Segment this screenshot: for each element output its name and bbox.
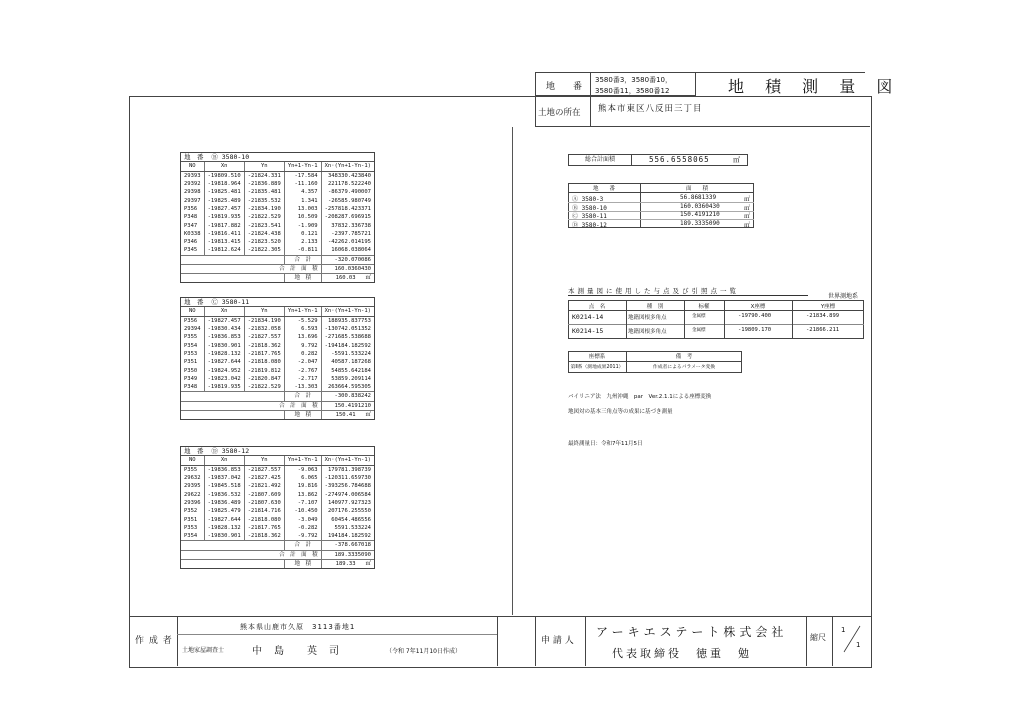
table-cell: P355 [184, 466, 198, 473]
table-cell: 13.696 [284, 333, 321, 341]
table-cell: P354 [184, 342, 198, 349]
table-cell: 60454.486556 [321, 515, 374, 523]
table-cell: 40587.187268 [321, 358, 374, 366]
ref-cell-x: -19809.170 [738, 327, 772, 333]
table-cell: 10.509 [284, 213, 321, 221]
cs-note: 作成者によるパラメータ変換 [652, 365, 716, 370]
author-name: 中 島 英 司 [252, 646, 340, 657]
table-cell: -120311.659730 [321, 474, 374, 482]
table-cell: P354 [184, 533, 198, 540]
table-cell: -21818.362 [244, 532, 284, 541]
table-cell: 29392 [184, 181, 201, 188]
table-cell: -21817.765 [244, 350, 284, 358]
area-header-area: 面 積 [685, 186, 708, 192]
table-cell: -5591.533224 [321, 350, 374, 358]
area-row-lot: Ⓒ 3580-11 [572, 213, 607, 220]
area-row-unit: ㎡ [744, 213, 751, 220]
table-cell: -21832.058 [244, 325, 284, 333]
col-header: Yn [244, 162, 284, 171]
table-cell: -86379.490007 [321, 188, 374, 196]
table-cell: -19828.132 [204, 350, 244, 358]
table-cell: -21819.812 [244, 366, 284, 374]
table-cell: P355 [184, 334, 198, 341]
author-label: 作 成 者 [135, 636, 173, 646]
table-cell: K0338 [184, 230, 201, 237]
area-table-hline [568, 192, 754, 193]
table-cell: 29398 [184, 189, 201, 196]
table-cell: -21834.190 [244, 205, 284, 213]
author-row-divider [177, 634, 497, 635]
table-cell: -19825.479 [204, 507, 244, 515]
total-label: 合 計 面 積 [244, 550, 321, 559]
table-row [181, 325, 374, 333]
table-cell: -3.049 [284, 515, 321, 523]
area-row-value: 189.3335090 [680, 219, 720, 227]
total-label: 合 計 面 積 [244, 401, 321, 410]
reference-system: 世界測地系 [828, 293, 859, 300]
table-cell: -19827.457 [204, 316, 244, 325]
table-cell: -19830.901 [204, 341, 244, 349]
area-unit: ㎡ [365, 275, 371, 282]
table-cell: -393256.784688 [321, 482, 374, 490]
area-row-unit: ㎡ [744, 221, 751, 229]
table-cell: -19827.644 [204, 515, 244, 523]
table-cell: -19818.964 [204, 180, 244, 188]
table-cell: -21807.630 [244, 499, 284, 507]
table-cell: -5.529 [284, 316, 321, 325]
table-row [181, 490, 374, 498]
table-cell: P356 [184, 317, 198, 324]
table-cell: -21827.425 [244, 474, 284, 482]
area-row-unit: ㎡ [744, 204, 751, 212]
table-cell: -21824.438 [244, 230, 284, 238]
total-label: 合 計 面 積 [244, 264, 321, 273]
location-divider [535, 96, 536, 126]
table-cell: -21818.080 [244, 358, 284, 366]
ref-cell-mark: 金属標 [692, 314, 706, 319]
table-cell: 0.121 [284, 230, 321, 238]
table-row [181, 499, 374, 507]
table-cell: -21821.492 [244, 482, 284, 490]
applicant-label-divider [585, 616, 586, 666]
area-value: 150.41 [335, 412, 356, 418]
table-cell: P352 [184, 508, 198, 515]
scale-divider-2 [832, 616, 833, 666]
table-cell: -2.047 [284, 358, 321, 366]
area-row-lot: Ⓐ 3580-3 [572, 196, 604, 203]
scale-denominator: 1 [856, 641, 861, 649]
coord-table-3580-12 [180, 446, 375, 569]
table-cell: -19825.489 [204, 196, 244, 204]
table-cell: 19.816 [284, 482, 321, 490]
sum-value: -320.070086 [321, 255, 374, 264]
applicant-label: 申 請 人 [541, 636, 574, 646]
company-name: アーキエステート株式会社 [596, 625, 788, 639]
table-cell: -19824.952 [204, 366, 244, 374]
table-row [181, 482, 374, 490]
table-cell: 29393 [184, 172, 201, 179]
table-row [181, 196, 374, 204]
col-header: Yn [244, 307, 284, 316]
table-cell: -7.107 [284, 499, 321, 507]
table-cell: -21817.765 [244, 524, 284, 532]
table-row [181, 246, 374, 255]
table-cell: -1.909 [284, 221, 321, 229]
table-cell: -2397.785721 [321, 230, 374, 238]
table-cell: -10.450 [284, 507, 321, 515]
coord-table-3580-10 [180, 152, 375, 283]
ref-cell-y: -21866.211 [806, 327, 840, 333]
table-row [181, 515, 374, 523]
table-cell: -19836.489 [204, 499, 244, 507]
table-cell: 348330.423840 [321, 171, 374, 180]
area-value-cell [321, 410, 374, 419]
table-row [181, 383, 374, 392]
table-row [181, 358, 374, 366]
table-cell: P346 [184, 239, 198, 246]
table-cell: -19819.935 [204, 383, 244, 392]
table-cell: -19828.132 [204, 524, 244, 532]
area-row-value: 160.0360430 [680, 202, 720, 210]
area-row-unit: ㎡ [744, 196, 751, 203]
area-unit: ㎡ [365, 561, 371, 567]
lot-value-cell [590, 72, 696, 96]
drawing-title: 地 積 測 量 図 [728, 77, 901, 96]
location-divider-2 [590, 96, 591, 126]
ref-hline [568, 324, 864, 325]
ref-cell-type: 地籍図根多角点 [628, 329, 667, 335]
table-cell: -21827.557 [244, 465, 284, 474]
table-cell: 37832.336738 [321, 221, 374, 229]
table-cell: -19830.901 [204, 532, 244, 541]
table-cell: -19837.042 [204, 474, 244, 482]
ref-header-type: 種 別 [646, 304, 664, 310]
col-header: Xn·(Yn+1-Yn-1) [321, 307, 374, 316]
table-cell: P356 [184, 205, 198, 212]
sum-value: -378.667018 [321, 541, 374, 550]
area-row-value: 150.4191210 [680, 211, 720, 218]
table-cell: P351 [184, 359, 198, 366]
table-cell: -19827.644 [204, 358, 244, 366]
table-cell: -9.063 [284, 465, 321, 474]
sum-label: 合 計 [284, 392, 321, 401]
table-cell: -21824.331 [244, 171, 284, 180]
cs-header-system: 座標系 [588, 354, 606, 360]
ref-header-y: Y座標 [820, 304, 836, 310]
table-cell: -21807.609 [244, 490, 284, 498]
area-row-lot: Ⓑ 3580-10 [572, 204, 607, 212]
scale-label: 縮尺 [810, 633, 826, 642]
col-header: Yn+1-Yn-1 [284, 307, 321, 316]
location-value: 熊本市東区八反田三丁目 [598, 104, 703, 114]
area-value-cell [321, 559, 374, 568]
table-cell: -21822.305 [244, 246, 284, 255]
table-cell: -21836.889 [244, 180, 284, 188]
table-cell: 29396 [184, 499, 201, 506]
total-value: 189.3335090 [321, 550, 374, 559]
table-row [181, 188, 374, 196]
table-cell: P347 [184, 222, 198, 229]
table-row [181, 238, 374, 246]
table-cell: -21835.532 [244, 196, 284, 204]
table-cell: 29397 [184, 197, 201, 204]
table-row [181, 333, 374, 341]
col-header: NO [181, 162, 204, 171]
lot-label: 地 番 [545, 81, 582, 92]
table-cell: -9.792 [284, 532, 321, 541]
scale-slash [838, 624, 866, 654]
table-row [181, 213, 374, 221]
location-label: 土地の所在 [538, 108, 581, 118]
table-cell: P350 [184, 367, 198, 374]
table-cell: -19845.518 [204, 482, 244, 490]
table-cell: 179781.398739 [321, 465, 374, 474]
table-cell: -21822.529 [244, 213, 284, 221]
table-cell: 5591.533224 [321, 524, 374, 532]
reference-title: 本測量図に使用した与点及び引照点一覧 [568, 286, 808, 296]
table-cell: P345 [184, 247, 198, 254]
table-cell: -2.767 [284, 366, 321, 374]
author-title: 土地家屋調査士 [182, 647, 225, 654]
table-cell: -19813.415 [204, 238, 244, 246]
table-cell: 2.133 [284, 238, 321, 246]
coord-table-3580-11 [180, 297, 375, 420]
table-cell: 29622 [184, 491, 201, 498]
footer-center-split [497, 616, 498, 666]
table-cell: -21818.080 [244, 515, 284, 523]
area-unit: ㎡ [365, 412, 371, 418]
table-cell: -21818.362 [244, 341, 284, 349]
table-row [181, 316, 374, 325]
table-cell: -0.811 [284, 246, 321, 255]
table-cell: -257818.423371 [321, 205, 374, 213]
table-cell: -21834.190 [244, 316, 284, 325]
location-bottom-line [535, 126, 870, 127]
table-cell: -19812.624 [204, 246, 244, 255]
ref-cell-type: 地籍図根多角点 [628, 315, 667, 321]
table-cell: -21823.541 [244, 221, 284, 229]
table-cell: -19830.434 [204, 325, 244, 333]
total-value: 160.0360430 [321, 264, 374, 273]
table-cell: -19836.853 [204, 333, 244, 341]
ref-header-mark: 标權 [698, 304, 710, 310]
cs-system: 第Ⅱ系（測地成果2011） [570, 365, 624, 370]
table-cell: -21827.557 [244, 333, 284, 341]
table-cell: -208287.696915 [321, 213, 374, 221]
table-cell: -21822.529 [244, 383, 284, 392]
table-cell: 4.357 [284, 188, 321, 196]
total-area-unit: ㎡ [733, 156, 740, 164]
cs-header-note: 備 考 [675, 354, 693, 360]
table-row [181, 524, 374, 532]
scale-numerator: 1 [841, 626, 846, 634]
table-row [181, 532, 374, 541]
table-cell: -2.717 [284, 375, 321, 383]
table-row [181, 180, 374, 188]
ref-cell-y: -21834.899 [806, 313, 840, 319]
table-cell: 0.282 [284, 350, 321, 358]
table-title: 地 番 Ⓒ 3580-11 [181, 298, 374, 307]
footer-center-split-2 [535, 616, 536, 666]
ref-header-x: X座標 [750, 304, 766, 310]
table-row [181, 507, 374, 515]
area-label: 地 積 [284, 559, 321, 568]
table-row [181, 465, 374, 474]
area-row-value: 56.8681339 [680, 194, 717, 201]
table-cell: P353 [184, 350, 198, 357]
col-header: Yn+1-Yn-1 [284, 456, 321, 465]
area-value: 160.03 [335, 275, 356, 282]
table-cell: -19836.532 [204, 490, 244, 498]
center-divider [512, 127, 513, 615]
table-cell: 263664.595305 [321, 383, 374, 392]
table-cell: -26585.980749 [321, 196, 374, 204]
author-date: （令和 7年11月10日作成） [386, 648, 461, 655]
col-header: Xn [204, 456, 244, 465]
note-line-2: 地図対の基本三角点等の成果に基づき測量 [568, 409, 673, 415]
total-area-label: 総合計面積 [569, 155, 632, 165]
col-header: Xn [204, 162, 244, 171]
table-cell: P353 [184, 524, 198, 531]
table-cell: 54855.642184 [321, 366, 374, 374]
sum-label: 合 計 [284, 541, 321, 550]
area-header-lot: 地 番 [592, 186, 615, 192]
table-cell: 6.065 [284, 474, 321, 482]
table-row [181, 171, 374, 180]
table-cell: -194184.182592 [321, 341, 374, 349]
table-cell: -19819.935 [204, 213, 244, 221]
lot-label-cell [535, 72, 591, 96]
table-cell: P348 [184, 384, 198, 391]
table-cell: -130742.051352 [321, 325, 374, 333]
table-cell: -271685.538688 [321, 333, 374, 341]
table-row [181, 341, 374, 349]
col-header: Xn·(Yn+1-Yn-1) [321, 162, 374, 171]
author-address: 熊本県山鹿市久原 3113番地1 [240, 623, 356, 631]
col-header: NO [181, 456, 204, 465]
ref-cell-x: -19790.400 [738, 313, 772, 319]
table-cell: -21814.716 [244, 507, 284, 515]
ref-cell-mark: 金属標 [692, 328, 706, 333]
table-cell: P349 [184, 375, 198, 382]
cs-hline [568, 361, 742, 362]
col-header: Xn·(Yn+1-Yn-1) [321, 456, 374, 465]
table-cell: 29395 [184, 483, 201, 490]
table-cell: 29632 [184, 475, 201, 482]
col-header: NO [181, 307, 204, 316]
survey-date: 最終測量日：令和7年11月5日 [568, 441, 643, 447]
total-area-box [568, 154, 748, 166]
table-cell: -21820.847 [244, 375, 284, 383]
col-header: Xn [204, 307, 244, 316]
table-cell: -19817.882 [204, 221, 244, 229]
table-cell: -19836.853 [204, 465, 244, 474]
table-cell: -42262.014195 [321, 238, 374, 246]
col-header: Yn+1-Yn-1 [284, 162, 321, 171]
table-row [181, 205, 374, 213]
total-area-value: 556.6558065 [649, 155, 710, 164]
table-cell: 9.792 [284, 341, 321, 349]
lot-line-2: 3580番11，3580番12 [595, 87, 670, 95]
table-cell: -19816.411 [204, 230, 244, 238]
sum-value: -300.838242 [321, 392, 374, 401]
table-cell: -11.160 [284, 180, 321, 188]
table-cell: -17.584 [284, 171, 321, 180]
table-cell: -21835.481 [244, 188, 284, 196]
table-row [181, 230, 374, 238]
ref-cell-name: K0214-14 [572, 313, 604, 321]
table-row [181, 366, 374, 374]
table-cell: P351 [184, 516, 198, 523]
table-cell: -19827.457 [204, 205, 244, 213]
ref-cell-name: K0214-15 [572, 327, 604, 335]
table-row [181, 474, 374, 482]
area-label: 地 積 [284, 410, 321, 419]
table-cell: -19823.042 [204, 375, 244, 383]
table-row [181, 375, 374, 383]
col-header: Yn [244, 456, 284, 465]
table-title: 地 番 Ⓓ 3580-12 [181, 447, 374, 456]
table-cell: 13.862 [284, 490, 321, 498]
scale-divider [806, 616, 807, 666]
table-cell: -0.282 [284, 524, 321, 532]
table-cell: 194184.182592 [321, 532, 374, 541]
table-cell: 207176.255550 [321, 507, 374, 515]
area-row-lot: Ⓓ 3580-12 [572, 221, 607, 229]
table-cell: P348 [184, 214, 198, 221]
table-cell: 140977.927323 [321, 499, 374, 507]
table-row [181, 221, 374, 229]
ref-header-name: 点 名 [588, 304, 606, 310]
area-value: 189.33 [335, 561, 356, 567]
total-value: 150.4191210 [321, 401, 374, 410]
table-title: 地 番 Ⓑ 3580-10 [181, 153, 374, 162]
note-line-1: バイリニア法 九州沖縄 par Ver.2.1.1による座標変換 [568, 394, 712, 400]
table-cell: 221178.522240 [321, 180, 374, 188]
table-cell: 53859.209114 [321, 375, 374, 383]
sum-label: 合 計 [284, 255, 321, 264]
table-cell: -13.303 [284, 383, 321, 392]
table-cell: 1.341 [284, 196, 321, 204]
representative: 代表取締役 徳重 勉 [612, 647, 752, 660]
author-label-divider [177, 616, 178, 666]
table-cell: -19825.481 [204, 188, 244, 196]
table-cell: 13.003 [284, 205, 321, 213]
table-cell: 188935.837753 [321, 316, 374, 325]
area-value-cell [321, 274, 374, 283]
table-cell: 6.593 [284, 325, 321, 333]
table-cell: -21823.520 [244, 238, 284, 246]
table-cell: -274974.006584 [321, 490, 374, 498]
ref-hline [568, 310, 864, 311]
lot-line-1: 3580番3，3580番10， [595, 76, 672, 84]
area-label: 地 積 [284, 274, 321, 283]
table-row [181, 350, 374, 358]
table-cell: -19809.510 [204, 171, 244, 180]
footer-top-line [129, 616, 872, 617]
table-cell: 29394 [184, 326, 201, 333]
table-cell: 16068.038064 [321, 246, 374, 255]
